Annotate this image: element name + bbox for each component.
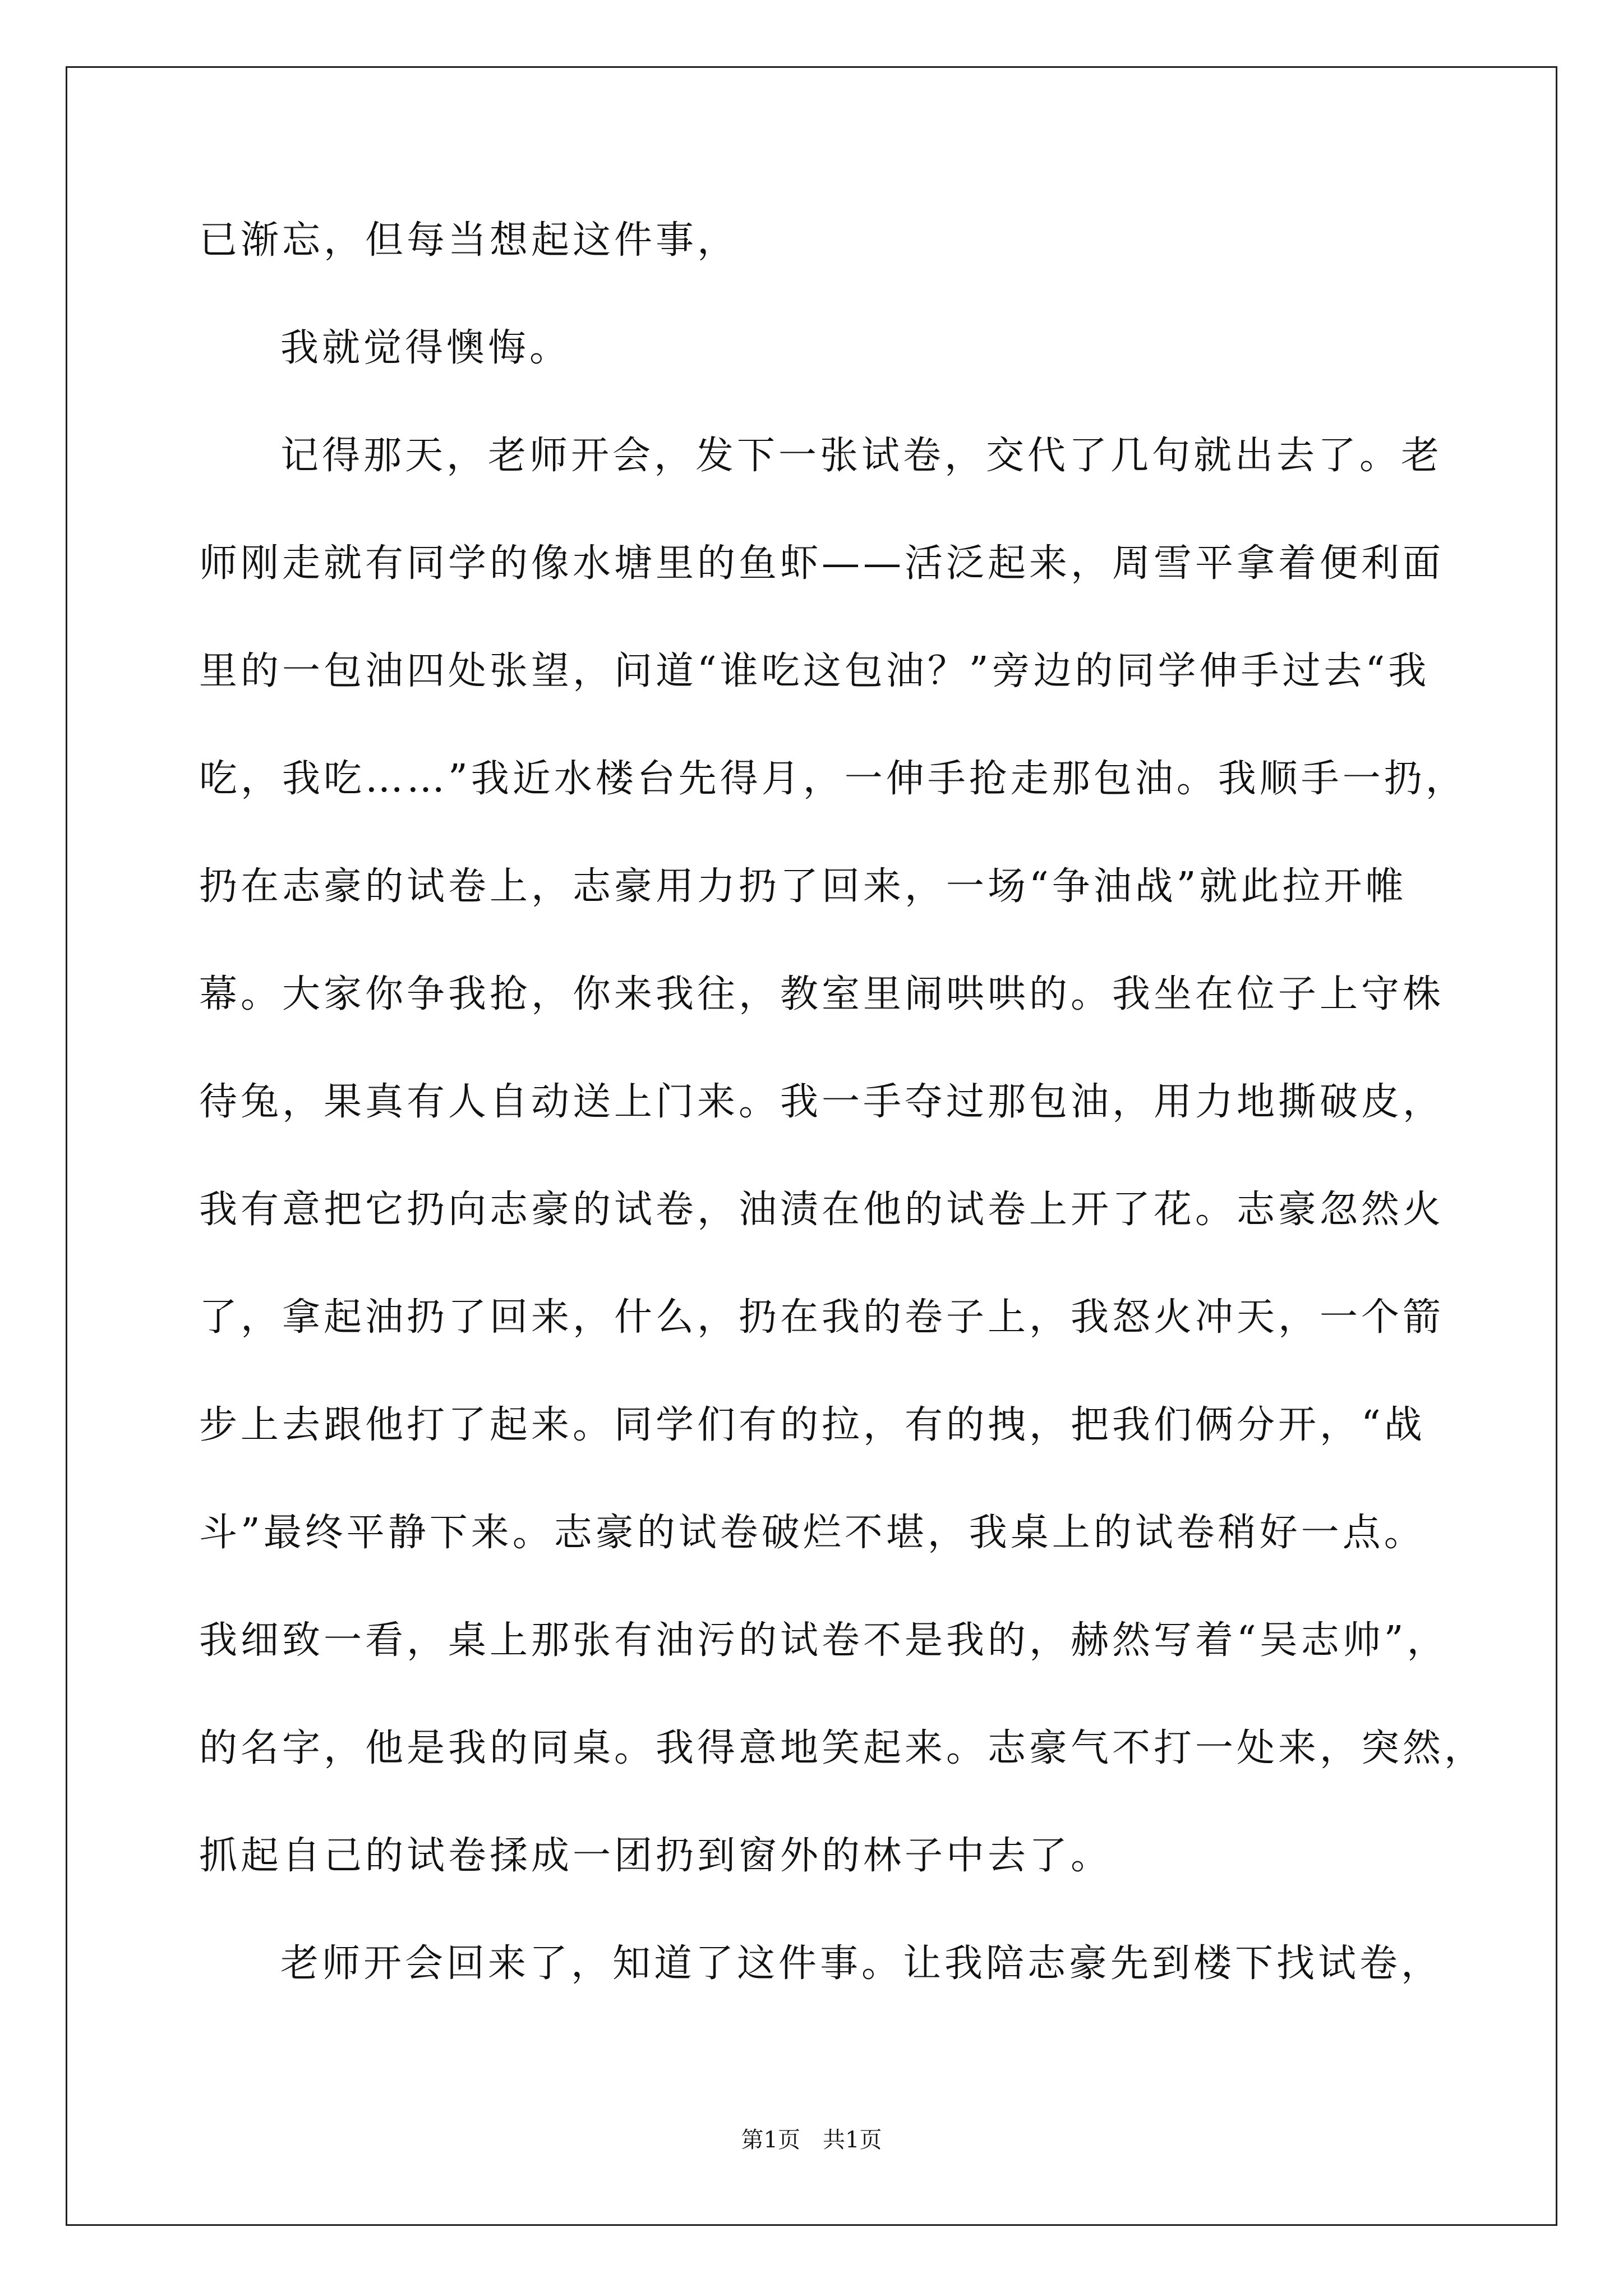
text-line: 老师开会回来了，知道了这件事。让我陪志豪先到楼下找试卷， — [280, 1941, 1443, 1986]
text-line: 吃，我吃……”我近水楼台先得月，一伸手抢走那包油。我顺手一扔， — [199, 757, 1467, 801]
text-line: 记得那天，老师开会，发下一张试卷，交代了几句就出去了。老 — [280, 434, 1443, 478]
text-line: 我有意把它扔向志豪的试卷，油渍在他的试卷上开了花。志豪忽然火 — [199, 1188, 1445, 1232]
text-line: 抓起自己的试卷揉成一团扔到窗外的林子中去了。 — [199, 1834, 1113, 1878]
text-line: 幕。大家你争我抢，你来我往，教室里闹哄哄的。我坐在位子上守株 — [199, 972, 1445, 1016]
text-line: 扔在志豪的试卷上，志豪用力扔了回来，一场“争油战”就此拉开帷 — [199, 864, 1407, 909]
text-line: 我就觉得懊悔。 — [280, 326, 571, 370]
page-footer — [0, 2129, 1623, 2151]
text-line: 我细致一看，桌上那张有油污的试卷不是我的，赫然写着“吴志帅”， — [199, 1618, 1449, 1663]
text-line: 师刚走就有同学的像水塘里的鱼虾——活泛起来，周雪平拿着便利面 — [199, 541, 1445, 586]
document-body — [199, 218, 1486, 2053]
text-line: 的名字，他是我的同桌。我得意地笑起来。志豪气不打一处来，突然， — [199, 1726, 1486, 1770]
text-line: 了，拿起油扔了回来，什么，扔在我的卷子上，我怒火冲天，一个箭 — [199, 1295, 1445, 1340]
text-line: 待兔，果真有人自动送上门来。我一手夺过那包油，用力地撕破皮， — [199, 1080, 1445, 1124]
text-line: 已渐忘，但每当想起这件事， — [199, 218, 739, 263]
text-line: 里的一包油四处张望，问道“谁吃这包油？”旁边的同学伸手过去“我 — [199, 649, 1430, 693]
page-number: 第1页 — [741, 2127, 800, 2153]
text-line: 步上去跟他打了起来。同学们有的拉，有的拽，把我们俩分开，“战 — [199, 1403, 1426, 1447]
text-line: 斗”最终平静下来。志豪的试卷破烂不堪，我桌上的试卷稍好一点。 — [199, 1511, 1426, 1555]
page-total: 共1页 — [823, 2127, 882, 2153]
